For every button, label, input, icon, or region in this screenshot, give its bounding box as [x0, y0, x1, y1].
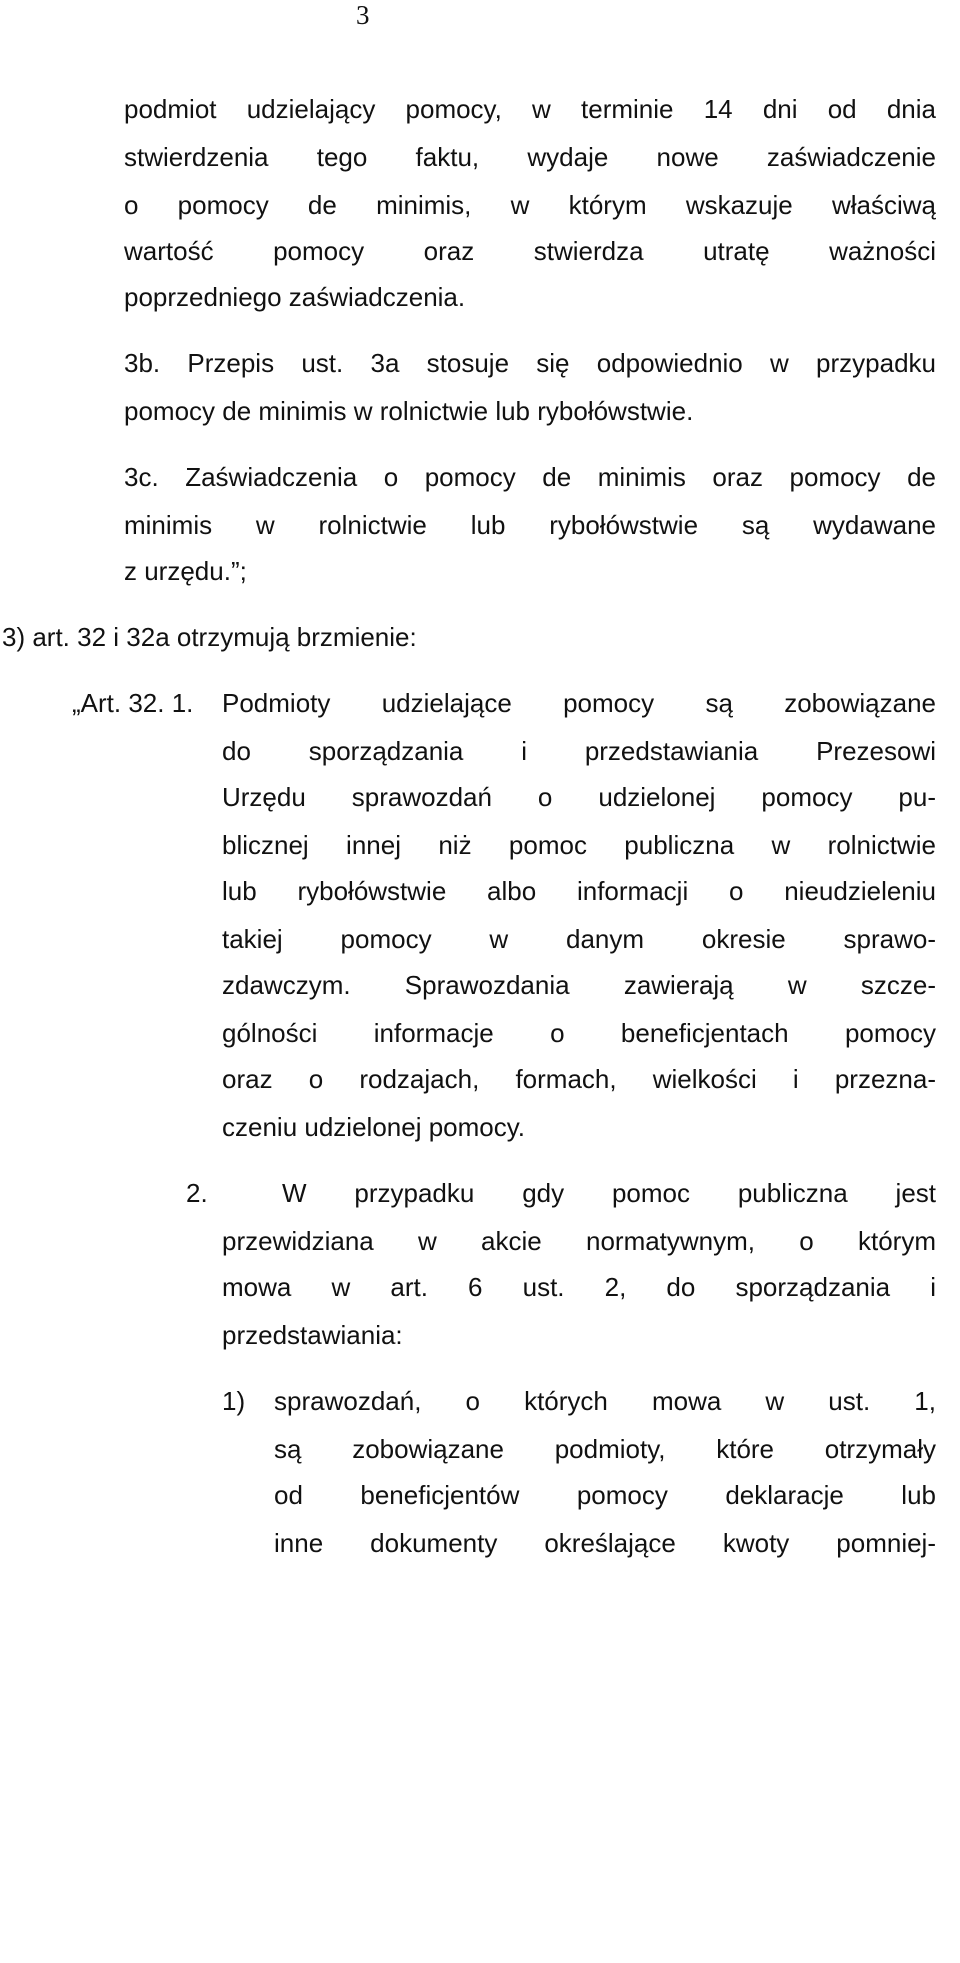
article-line: Podmioty udzielające pomocy są zobowiązane	[222, 688, 936, 718]
text-line: stwierdzenia tego faktu, wydaje nowe zaświadczenie	[124, 142, 936, 172]
article-line: blicznej innej niż pomoc publiczna w rolnictwie	[222, 830, 936, 860]
text-line: poprzedniego zaświadczenia.	[124, 282, 466, 312]
text-line: wartość pomocy oraz stwierdza utratę ważności	[124, 236, 936, 266]
page-number: 3	[356, 0, 370, 30]
point-1-line: od beneficjentów pomocy deklaracje lub	[274, 1480, 936, 1510]
point-number: 1)	[222, 1386, 246, 1416]
text-line: podmiot udzielający pomocy, w terminie 14 dni od dnia	[124, 94, 936, 124]
point-1-line: są zobowiązane podmioty, które otrzymały	[274, 1434, 936, 1464]
article-label: „Art. 32. 1.	[72, 688, 194, 718]
paragraph-3b-line: 3b. Przepis ust. 3a stosuje się odpowiednio w przypadku	[124, 348, 936, 378]
article-line: zdawczym. Sprawozdania zawierają w szcze-	[222, 970, 936, 1000]
article-line: oraz o rodzajach, formach, wielkości i przezna-	[222, 1064, 936, 1094]
amendment-item-3: 3) art. 32 i 32a otrzymują brzmienie:	[2, 622, 417, 652]
point-1-line: inne dokumenty określające kwoty pomniej-	[274, 1528, 936, 1558]
paragraph-2-line: mowa w art. 6 ust. 2, do sporządzania i	[222, 1272, 936, 1302]
article-line: takiej pomocy w danym okresie sprawo-	[222, 924, 936, 954]
text-line: o pomocy de minimis, w którym wskazuje właściwą	[124, 190, 936, 220]
article-line: czeniu udzielonej pomocy.	[222, 1112, 526, 1142]
paragraph-number: 2.	[186, 1178, 208, 1208]
paragraph-3c-line: z urzędu.”;	[124, 556, 247, 586]
paragraph-2-line: przedstawiania:	[222, 1320, 403, 1350]
article-line: gólności informacje o beneficjentach pomocy	[222, 1018, 936, 1048]
paragraph-2-line: W przypadku gdy pomoc publiczna jest	[282, 1178, 936, 1208]
article-line: Urzędu sprawozdań o udzielonej pomocy pu-	[222, 782, 936, 812]
paragraph-2-line: przewidziana w akcie normatywnym, o którym	[222, 1226, 936, 1256]
paragraph-3b-line: pomocy de minimis w rolnictwie lub rybołówstwie.	[124, 396, 694, 426]
paragraph-3c-line: 3c. Zaświadczenia o pomocy de minimis oraz pomocy de	[124, 462, 936, 492]
article-line: lub rybołówstwie albo informacji o nieudzieleniu	[222, 876, 936, 906]
paragraph-3c-line: minimis w rolnictwie lub rybołówstwie są wydawane	[124, 510, 936, 540]
article-line: do sporządzania i przedstawiania Prezesowi	[222, 736, 936, 766]
point-1-line: sprawozdań, o których mowa w ust. 1,	[274, 1386, 936, 1416]
